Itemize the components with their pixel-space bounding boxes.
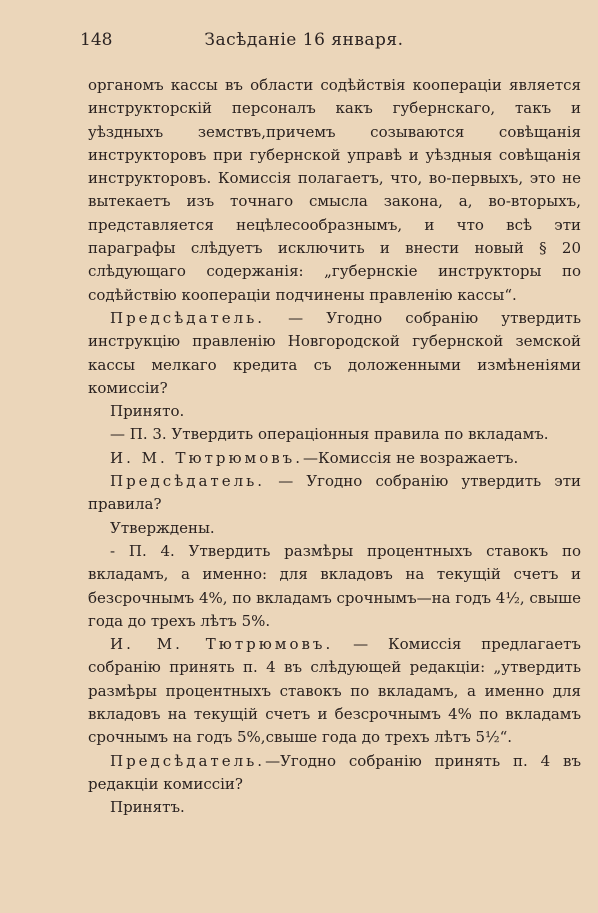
speaker-name: Предсѣдатель. [110,751,266,770]
paragraph [88,750,581,797]
speaker-name: И. М. Тютрюмовъ. [110,448,303,467]
paragraph [88,423,581,446]
speaker-name: Предсѣдатель. [110,308,266,327]
running-head: Засѣданіе 16 января. [204,30,404,50]
paragraph [88,470,581,517]
paragraph-text: - П. 4. Утвердить размѣры процентныхъ ставокъ по вкладамъ, а именно: для вкладовъ на текущій счетъ и безсрочнымъ 4%, по вкладамъ срочнымъ—на годъ 4½, свыше года до трехъ лѣтъ 5%. [88,541,582,630]
paragraph-text: Принято. [110,402,185,421]
paragraph-text: Принятъ. [110,798,185,817]
paragraph [88,447,581,470]
paragraph-text: — Угодно собранію утвердить инструкцію правленію Новгородской губернской земской кассы мелкаго кредита съ доложенными измѣненіями комиссіи? [88,308,581,397]
page-number: 148 [80,30,113,50]
paragraph [88,796,581,819]
speaker-name: И. М. Тютрюмовъ. [110,635,334,654]
speaker-name: Предсѣдатель. [110,472,266,491]
paragraph-text: — Комиссія предлагаетъ собранію принять п. 4 въ слѣдующей редакціи: „утвердить размѣры процентныхъ ставокъ по вкладамъ, а именно для вкладовъ на текущій счетъ и безсрочнымъ 4% по вкладамъ срочнымъ на годъ 5%,свыше года до трехъ лѣтъ 5½“. [88,635,581,747]
paragraph-text: — Угодно собранію утвердить эти правила? [88,472,581,514]
paragraph [88,633,581,749]
paragraph-text: — П. 3. Утвердить операціонныя правила по вкладамъ. [110,425,549,444]
paragraph [88,74,581,307]
paragraph [88,307,581,400]
paragraph [88,540,581,633]
paragraph [88,517,581,540]
paragraph-text: органомъ кассы въ области содѣйствія кооперацiи является инструкторскій персоналъ какъ губернскаго, такъ и уѣздныхъ земствъ,причемъ созываются совѣщанія инструкторовъ при губернской управѣ и уѣздныя совѣщанія инструкторовъ. Комиссія полагаетъ, что, во-первыхъ, это не вытекаетъ изъ точнаго смысла закона, а, во-вторыхъ, представляется нецѣлесообразнымъ, и что всѣ эти параграфы слѣдуетъ исключить и внести новый § 20 слѣдующаго содержанія: „губернскіе инструкторы по содѣйствію кооперацiи подчинены правленію кассы“. [88,76,581,304]
page-header [80,30,528,54]
paragraph-text: —Комиссія не возражаетъ. [303,448,519,467]
paragraph-text: —Угодно собранію принять п. 4 въ редакціи комиссіи? [88,751,581,793]
paragraph-text: Утверждены. [110,518,215,537]
body-text [88,74,581,820]
paragraph [88,400,581,423]
